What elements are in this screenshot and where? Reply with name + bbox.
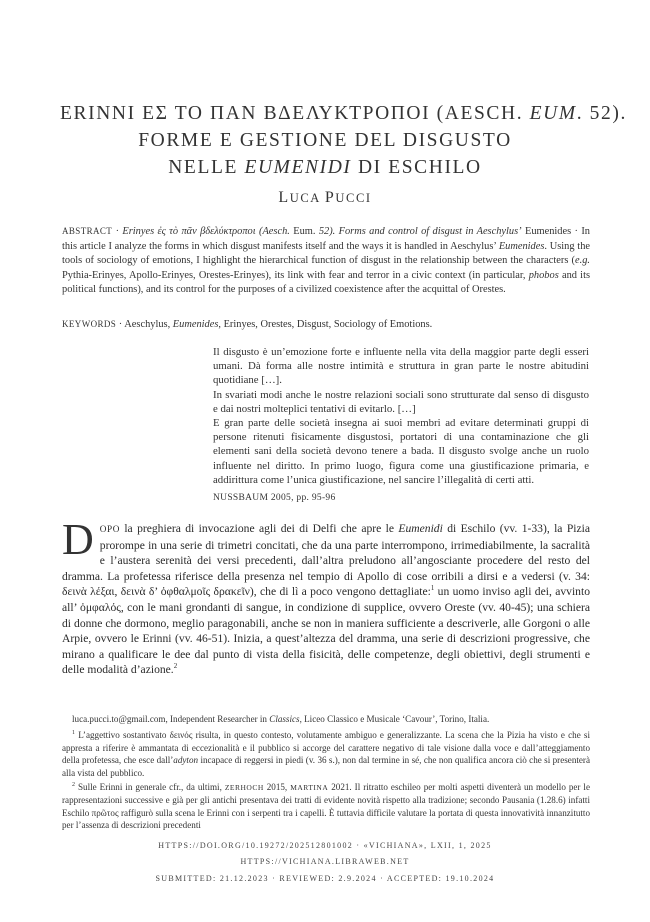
body-text-3: un uomo inviso agli dei, avvinto all’ ὀμφαλός, con le mani grondanti di sangue, in condizione di supplice, ovvero Oreste (vv. 40-45); una schiera di donne che dormono, meglio paragonabili, anche se non in maniera sufficiente a descriverle, alle Gorgoni o alle Arpie, ovvero le Erinni (vv. 46-51). Inizia, a quest’altezza del dramma, una serie di descrizioni progressive, che mirano a qualificare le dee dal punto di vista della fisicità, delle competenze, degli obiettivi, degli strumenti e delle modalità d’azione.: [62, 585, 590, 677]
footnote-1-number: 1: [72, 730, 75, 737]
footnote-2-ref-2: MARTINA: [290, 783, 329, 793]
author-initial-1: L: [278, 189, 290, 206]
body-em-1: Eumenidi: [398, 522, 443, 535]
quote-paragraph-1: Il disgusto è un’emozione forte e influente nella vita della maggior parte degli esseri umani. Dà forma alle nostre intimità e struttura in gran parte le nostre abitudini quotidiane […].: [213, 346, 589, 387]
title-line-3-end: DI ESCHILO: [351, 157, 482, 178]
keywords-post: , Erinyes, Orestes, Disgust, Sociology of Emotions.: [218, 319, 433, 330]
quote-paragraph-2: In svariati modi anche le nostre relazioni sociali sono strutturate dal senso di disgusto e dai nostri molteplici tentativi di evitarlo. […]: [213, 388, 589, 415]
title-line-1-em: EUM: [529, 103, 577, 124]
footnote-1-text-a: L’aggettivo sostantivato δεινός risulta, in questo contesto, volutamente ambiguo e generalizzante. La scena che la Pizia ha visto e che si appresta a riferire è ammantata di eccezionalità e il pubblico si accorge del carattere negativo di tale visione dalla voce e dall’atteggiamento della profetessa, che esce dall’: [62, 730, 590, 766]
title-line-1-end: . 52).: [576, 103, 627, 124]
title-line-1-text: ERINNI ΕΣ ΤΟ ΠΑΝ ΒΔΕΛΥΚΤΡΟΠΟΙ (AESCH.: [60, 103, 530, 124]
affiliation-post: , Liceo Classico e Musicale ‘Cavour’, Torino, Italia.: [299, 714, 490, 724]
abstract-title-mid: Eum.: [289, 226, 319, 237]
abstract-text-4: and its political functions), and its control for the purposes of a civilized coexistence after the acquittal of Orestes.: [62, 269, 590, 295]
footnote-1: [62, 729, 590, 779]
footnote-1-text-b: incapace di reggersi in piedi (v. 36 s.), non dal termine in sé, che non qualifica ancora ciò che si presenterà alla vista del pubblico.: [62, 755, 590, 778]
affiliation-email[interactable]: luca.pucci.to@gmail.com, Independent Researcher in: [72, 714, 270, 724]
abstract-title-it: Erinyes ἐς τὸ πᾶν βδελύκτροποι (Aesch.: [122, 226, 290, 237]
abstract-em-1: Eumenides: [498, 240, 545, 252]
author-rest-1: UCA: [289, 191, 325, 205]
footer-website[interactable]: HTTPS://VICHIANA.LIBRAWEB.NET: [240, 857, 410, 866]
keywords: [62, 317, 590, 333]
article-title: [60, 100, 627, 181]
abstract-sep: ·: [112, 226, 123, 237]
keywords-sep: ·: [116, 319, 125, 330]
title-line-3: [60, 154, 590, 181]
footnote-ref-1[interactable]: 1: [430, 584, 435, 593]
author-affiliation: [62, 713, 590, 725]
footer-doi[interactable]: HTTPS://DOI.ORG/10.19272/202512801002 · «VICHIANA», LXII, 1, 2025: [158, 841, 492, 850]
footnote-2-text-a: Sulle Erinni in generale cfr., da ultimi,: [75, 782, 225, 793]
footnote-2: [62, 781, 590, 832]
footnote-ref-2[interactable]: 2: [173, 662, 178, 671]
footnote-2-ref-1: ZERHOCH: [224, 783, 264, 793]
drop-cap: D: [62, 515, 94, 564]
title-line-3-text: NELLE: [168, 157, 245, 178]
footer-dates: SUBMITTED: 21.12.2023 · REVIEWED: 2.9.2024 · ACCEPTED: 19.10.2024: [155, 874, 495, 883]
author-initial-2: P: [324, 189, 336, 206]
keywords-label: KEYWORDS: [62, 319, 117, 329]
footnote-1-em: adyton: [173, 755, 199, 766]
body-text-2: di Eschilo (vv. 1-33), la Pizia prorompe in una serie di trimetri concitati, che da una parte interrompono, irrimediabilmente, la sacralità e l’austera serenità dei versi precedenti, dall’altra preludono all’angosciante procedere del resto del dramma. La profetessa riferisce della presenza nel tempio di Apollo di cose orribili a dirsi e a vedersi (v. 34: δεινὰ λέξαι, δεινὰ δ’ ὀφθαλμοῖς δρακεῖν), che di lì a poco vengono dettagliate:: [62, 522, 591, 599]
footnote-2-text-b: 2015,: [263, 782, 291, 793]
abstract-text-1: · In this article I analyze the forms in which disgust manifests itself and the ways it is handled in Aeschylus’: [62, 226, 590, 252]
title-line-2: FORME E GESTIONE DEL DISGUSTO: [138, 130, 512, 151]
abstract-text-3: Pythia-Erinyes, Apollo-Erinyes, Orestes-Erinyes), its link with fear and terror in a civic context (in particular,: [62, 269, 529, 281]
quote-source: NUSSBAUM 2005, pp. 95-96: [213, 493, 336, 504]
abstract-text-2: . Using the tools of sociology of emotions, I highlight the hierarchical function of disgust in the relationship between the characters (: [62, 240, 591, 266]
footnotes: [62, 713, 590, 834]
keywords-pre: Aeschylus,: [124, 319, 173, 330]
author-rest-2: UCCI: [335, 191, 372, 205]
title-line-1: [60, 100, 627, 127]
quote-paragraph-3: E gran parte delle società insegna ai suoi membri ad evitare determinati gruppi di persone ritenuti fisicamente disgustosi, portatori di una contaminazione che gli elementi sani della società devono tenere a bada. Il disgusto svolge anche un ruolo influente nel diritto. In primo luogo, figura come una giustificazione primaria, e addirittura come l’unica giustificazione, nel sancire l’illegalità di certi atti.: [213, 417, 589, 486]
epigraph-quote: [213, 345, 589, 505]
footnote-2-number: 2: [72, 782, 75, 788]
abstract-title-num: 52). Forms and control of disgust in Aeschylus’: [318, 226, 522, 237]
keywords-em: Eumenides: [172, 319, 219, 330]
abstract-em-2: e.g.: [574, 255, 590, 266]
title-line-3-em: EUMENIDI: [244, 157, 352, 178]
author-name: [0, 189, 650, 207]
abstract-label: ABSTRACT: [62, 226, 113, 236]
footnote-2-text-c: 2021. Il ritratto eschileo per molti aspetti diventerà un modello per le rappresentazioni successive e già per gli antichi presentava dei tratti di evidente novità rispetto alla tradizione; secondo Pausania (1.28.6) infatti Eschilo πρῶτος raffigurò sulla scena le Erinni con i serpenti tra i capelli. È tuttavia difficile valutare la portata di questa innovatività innanzitutto per l’assenza di descrizioni precedenti: [62, 782, 590, 831]
abstract: [62, 224, 590, 298]
abstract-title-end: Eumenides: [521, 226, 572, 237]
affiliation-em: Classics: [269, 714, 300, 724]
abstract-em-3: phobos: [528, 269, 559, 281]
body-paragraph: [62, 515, 591, 678]
body-opening-word: OPO: [99, 524, 120, 534]
body-text-1: la preghiera di invocazione agli dei di Delfi che apre le: [119, 522, 399, 535]
